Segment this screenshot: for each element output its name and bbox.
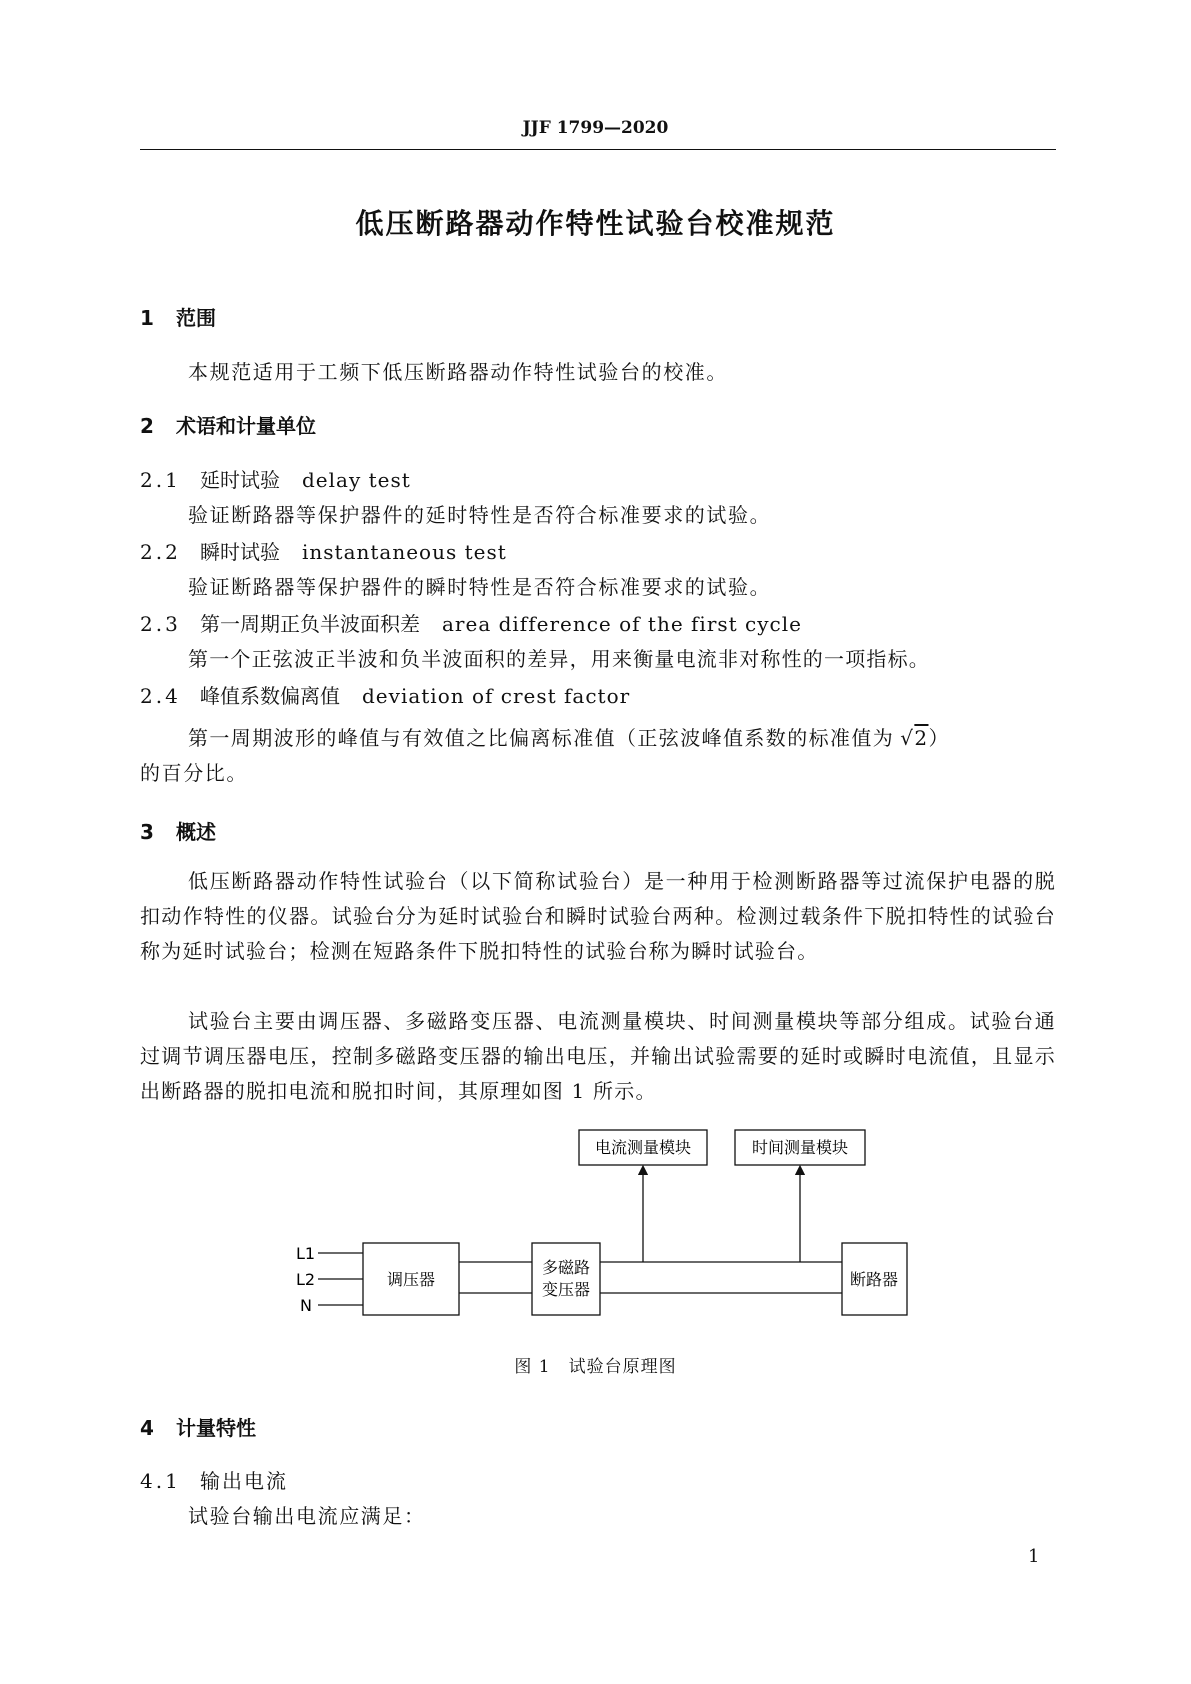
term-number: 2.1: [140, 468, 181, 492]
term-number: 2.4: [140, 684, 181, 708]
header-rule: [140, 149, 1056, 150]
term-chinese: 延时试验: [200, 468, 280, 492]
n-label: N: [300, 1296, 312, 1315]
sqrt-symbol: √2: [900, 726, 929, 750]
term-chinese: 瞬时试验: [200, 540, 280, 564]
term-english: delay test: [302, 468, 411, 492]
term-2-4-definition: [188, 722, 950, 751]
page-number: 1: [1028, 1546, 1040, 1567]
term-english: deviation of crest factor: [362, 684, 631, 708]
transformer-label-1: 多磁路: [541, 1258, 591, 1277]
section-3-paragraph-2: 试验台主要由调压器、多磁路变压器、电流测量模块、时间测量模块等部分组成。试验台通过调节调压器电压，控制多磁路变压器的输出电压，并输出试验需要的延时或瞬时电流值，且显示出断路器的脱扣电流和脱扣时间，其原理如图 1 所示。: [140, 1009, 1056, 1103]
sqrt-radicand: 2: [914, 726, 929, 750]
definition-text: 第一周期波形的峰值与有效值之比偏离标准值（正弦波峰值系数的标准值为: [188, 726, 895, 750]
section-number: 4: [140, 1416, 154, 1440]
section-number: 2: [140, 414, 154, 438]
term-2-2: [140, 536, 507, 565]
subsection-4-1-text: 试验台输出电流应满足：: [188, 1504, 426, 1528]
section-1-text: 本规范适用于工频下低压断路器动作特性试验台的校准。: [188, 360, 728, 384]
regulator-label: 调压器: [386, 1270, 436, 1289]
section-title: 概述: [176, 820, 216, 844]
document-header: JJF 1799—2020: [522, 118, 669, 138]
term-2-1-definition: 验证断路器等保护器件的延时特性是否符合标准要求的试验。: [188, 503, 772, 527]
transformer-box: [532, 1243, 600, 1315]
section-3-heading: [140, 816, 216, 845]
subsection-title: 输出电流: [200, 1469, 288, 1493]
term-english: instantaneous test: [302, 540, 507, 564]
term-2-1: [140, 464, 411, 493]
term-chinese: 第一周期正负半波面积差: [200, 612, 420, 636]
l1-label: L1: [296, 1244, 316, 1263]
l2-label: L2: [296, 1270, 316, 1289]
subsection-number: 4.1: [140, 1469, 181, 1493]
section-number: 1: [140, 306, 154, 330]
document-title: 低压断路器动作特性试验台校准规范: [355, 207, 836, 240]
section-title: 术语和计量单位: [176, 414, 316, 438]
section-1-heading: [140, 302, 216, 331]
transformer-label-2: 变压器: [541, 1280, 591, 1299]
term-2-2-definition: 验证断路器等保护器件的瞬时特性是否符合标准要求的试验。: [188, 575, 772, 599]
breaker-label: 断路器: [849, 1270, 899, 1289]
principle-diagram: [0, 1120, 1191, 1340]
time-module-label: 时间测量模块: [751, 1138, 849, 1157]
term-number: 2.2: [140, 540, 181, 564]
section-title: 计量特性: [176, 1416, 256, 1440]
section-number: 3: [140, 820, 154, 844]
section-2-heading: [140, 410, 316, 439]
definition-close: ）: [928, 726, 950, 750]
section-4-heading: [140, 1412, 256, 1441]
term-2-3-definition: 第一个正弦波正半波和负半波面积的差异，用来衡量电流非对称性的一项指标。: [188, 647, 930, 671]
term-2-4: [140, 680, 630, 709]
term-2-3: [140, 608, 802, 637]
term-chinese: 峰值系数偏离值: [200, 684, 340, 708]
section-3-paragraph-1: 低压断路器动作特性试验台（以下简称试验台）是一种用于检测断路器等过流保护电器的脱扣动作特性的仪器。试验台分为延时试验台和瞬时试验台两种。检测过载条件下脱扣特性的试验台称为延时试验台；检测在短路条件下脱扣特性的试验台称为瞬时试验台。: [140, 869, 1056, 963]
section-title: 范围: [176, 306, 216, 330]
term-english: area difference of the first cycle: [442, 612, 802, 636]
term-number: 2.3: [140, 612, 181, 636]
current-module-label: 电流测量模块: [594, 1138, 692, 1157]
term-2-4-definition-cont: 的百分比。: [140, 761, 248, 785]
figure-caption: 图 1 试验台原理图: [514, 1357, 677, 1377]
subsection-4-1: [140, 1465, 288, 1494]
